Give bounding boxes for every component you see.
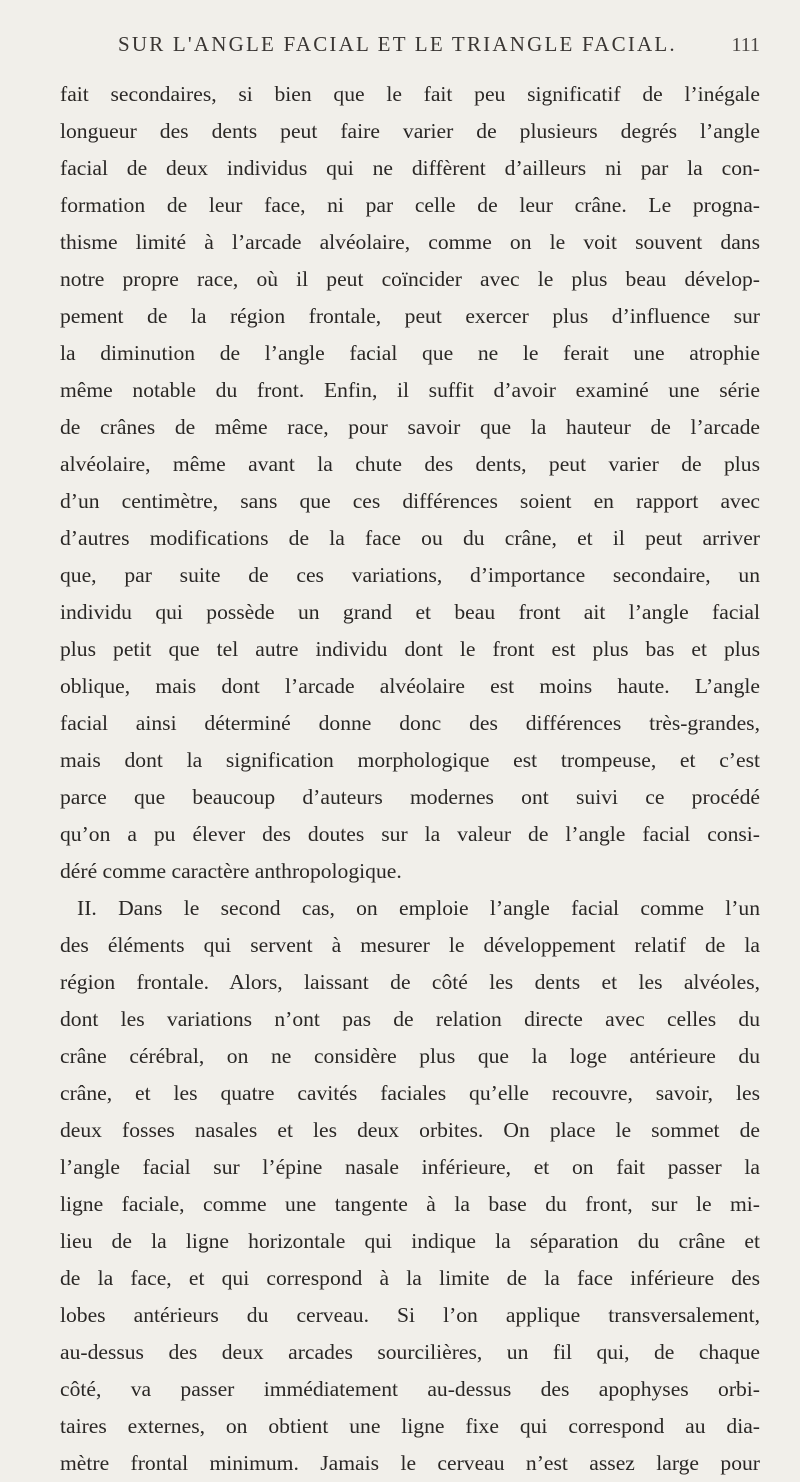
text-line: facial de deux individus qui ne diffèrent d’ailleurs ni par la con- (60, 156, 760, 180)
text-line: des éléments qui servent à mesurer le développement relatif de la (60, 933, 760, 957)
text-line: fait secondaires, si bien que le fait peu significatif de l’inégale (60, 82, 760, 106)
text-line: même notable du front. Enfin, il suffit d’avoir examiné une série (60, 378, 760, 402)
text-line: facial ainsi déterminé donne donc des différences très-grandes, (60, 711, 760, 735)
text-line: ligne faciale, comme une tangente à la base du front, sur le mi- (60, 1192, 760, 1216)
text-line: que, par suite de ces variations, d’importance secondaire, un (60, 563, 760, 587)
text-line: crâne, et les quatre cavités faciales qu’elle recouvre, savoir, les (60, 1081, 760, 1105)
text-line: pement de la région frontale, peut exercer plus d’influence sur (60, 304, 760, 328)
text-line: la diminution de l’angle facial que ne le ferait une atrophie (60, 341, 760, 365)
text-line: taires externes, on obtient une ligne fixe qui correspond au dia- (60, 1414, 760, 1438)
text-line: mètre frontal minimum. Jamais le cerveau n’est assez large pour (60, 1451, 760, 1475)
running-title: SUR L'ANGLE FACIAL ET LE TRIANGLE FACIAL. (118, 32, 677, 56)
text-line: d’autres modifications de la face ou du crâne, et il peut arriver (60, 526, 760, 550)
text-line: d’un centimètre, sans que ces différences soient en rapport avec (60, 489, 760, 513)
text-line: au-dessus des deux arcades sourcilières, un fil qui, de chaque (60, 1340, 760, 1364)
text-line: individu qui possède un grand et beau front ait l’angle facial (60, 600, 760, 624)
text-line: notre propre race, où il peut coïncider avec le plus beau dévelop- (60, 267, 760, 291)
page-number: 111 (731, 34, 760, 56)
text-line: formation de leur face, ni par celle de leur crâne. Le progna- (60, 193, 760, 217)
body-text (60, 76, 760, 1482)
text-line: parce que beaucoup d’auteurs modernes ont suivi ce procédé (60, 785, 760, 809)
text-line: oblique, mais dont l’arcade alvéolaire est moins haute. L’angle (60, 674, 760, 698)
text-line: mais dont la signification morphologique est trompeuse, et c’est (60, 748, 760, 772)
paragraph-end-line: déré comme caractère anthropologique. (60, 859, 402, 883)
text-line: côté, va passer immédiatement au-dessus des apophyses orbi- (60, 1377, 760, 1401)
text-line: dont les variations n’ont pas de relation directe avec celles du (60, 1007, 760, 1031)
text-line: deux fosses nasales et les deux orbites. On place le sommet de (60, 1118, 760, 1142)
text-line: lobes antérieurs du cerveau. Si l’on applique transversalement, (60, 1303, 760, 1327)
text-line: crâne cérébral, on ne considère plus que la loge antérieure du (60, 1044, 760, 1068)
text-line: région frontale. Alors, laissant de côté les dents et les alvéoles, (60, 970, 760, 994)
text-line: qu’on a pu élever des doutes sur la valeur de l’angle facial consi- (60, 822, 760, 846)
text-line: alvéolaire, même avant la chute des dents, peut varier de plus (60, 452, 760, 476)
text-line: thisme limité à l’arcade alvéolaire, comme on le voit souvent dans (60, 230, 760, 254)
text-line: de la face, et qui correspond à la limite de la face inférieure des (60, 1266, 760, 1290)
text-line: lieu de la ligne horizontale qui indique la séparation du crâne et (60, 1229, 760, 1253)
running-header (60, 28, 760, 68)
text-line: plus petit que tel autre individu dont le front est plus bas et plus (60, 637, 760, 661)
text-line: de crânes de même race, pour savoir que la hauteur de l’arcade (60, 415, 760, 439)
section-ii-first-line: II. Dans le second cas, on emploie l’angle facial comme l’un (77, 896, 760, 920)
text-line: l’angle facial sur l’épine nasale inférieure, et on fait passer la (60, 1155, 760, 1179)
text-line: longueur des dents peut faire varier de plusieurs degrés l’angle (60, 119, 760, 143)
